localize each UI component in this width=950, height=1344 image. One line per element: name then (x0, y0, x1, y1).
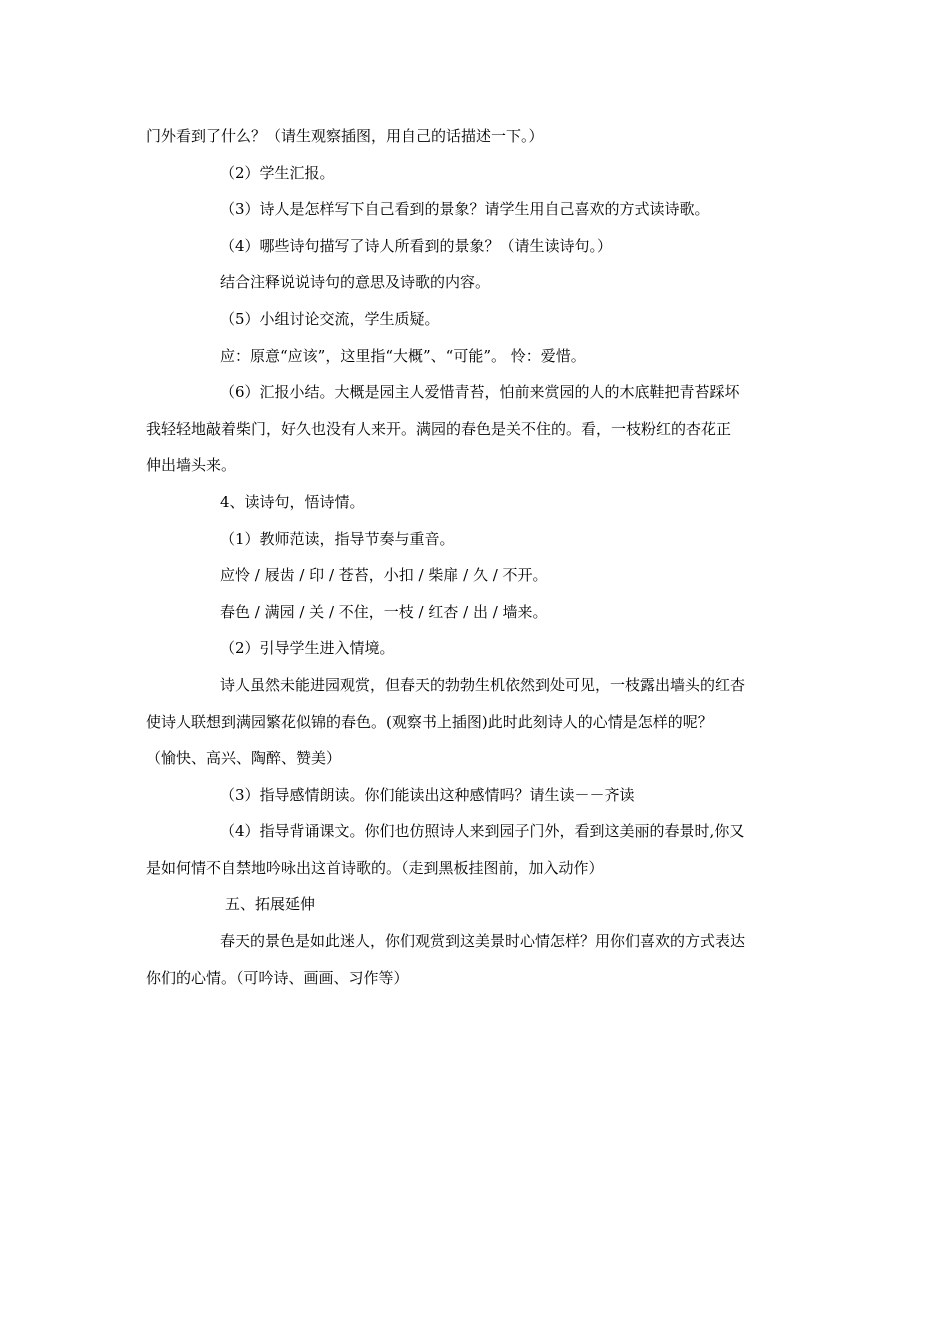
text-line-15: （2）引导学生进入情境。 (220, 639, 395, 658)
text-line-17: 使诗人联想到满园繁花似锦的春色。(观察书上插图)此时此刻诗人的心情是怎样的呢？ (146, 712, 713, 731)
text-line-4: （4）哪些诗句描写了诗人所看到的景象？（请生读诗句。） (220, 236, 613, 255)
text-line-9: 我轻轻地敲着柴门，好久也没有人来开。满园的春色是关不住的。看，一枝粉红的杏花正 (146, 419, 732, 438)
text-line-3: （3）诗人是怎样写下自己看到的景象？请学生用自己喜欢的方式读诗歌。 (220, 200, 710, 219)
text-line-23: 春天的景色是如此迷人，你们观赏到这美景时心情怎样？用你们喜欢的方式表达 (220, 932, 746, 951)
text-line-7: 应：原意“应该”，这里指“大概”、“可能”。 怜：爱惜。 (220, 346, 586, 365)
text-line-20: （4）指导背诵课文。你们也仿照诗人来到园子门外，看到这美丽的春景时,你又 (220, 822, 745, 841)
text-line-1: 门外看到了什么？（请生观察插图，用自己的话描述一下。） (146, 127, 544, 145)
section-heading-5: 五、拓展延伸 (225, 895, 316, 914)
poem-rhythm-line-2: 春色 / 满园 / 关 / 不住，一枝 / 红杏 / 出 / 墙来。 (220, 602, 548, 621)
text-line-19: （3）指导感情朗读。你们能读出这种感情吗？请生读－－齐读 (220, 785, 635, 804)
section-heading-4: 4、读诗句，悟诗情。 (220, 492, 365, 511)
text-line-6: （5）小组讨论交流，学生质疑。 (220, 309, 440, 328)
text-line-8: （6）汇报小结。大概是园主人爱惜青苔，怕前来赏园的人的木底鞋把青苔踩坏 (220, 383, 740, 402)
poem-rhythm-line-1: 应怜 / 屐齿 / 印 / 苍苔，小扣 / 柴扉 / 久 / 不开。 (220, 566, 548, 585)
text-line-2: （2）学生汇报。 (220, 163, 335, 182)
text-line-10: 伸出墙头来。 (146, 456, 237, 475)
document-page (146, 118, 810, 996)
text-line-12: （1）教师范读，指导节奏与重音。 (220, 529, 455, 548)
text-line-21: 是如何情不自禁地吟咏出这首诗歌的。（走到黑板挂图前，加入动作） (146, 858, 604, 877)
text-line-18: （愉快、高兴、陶醉、赞美） (146, 749, 342, 768)
text-line-24: 你们的心情。（可吟诗、画画、习作等） (146, 968, 409, 987)
text-line-16: 诗人虽然未能进园观赏，但春天的勃勃生机依然到处可见，一枝露出墙头的红杏 (220, 675, 746, 694)
text-line-5: 结合注释说说诗句的意思及诗歌的内容。 (220, 273, 491, 292)
